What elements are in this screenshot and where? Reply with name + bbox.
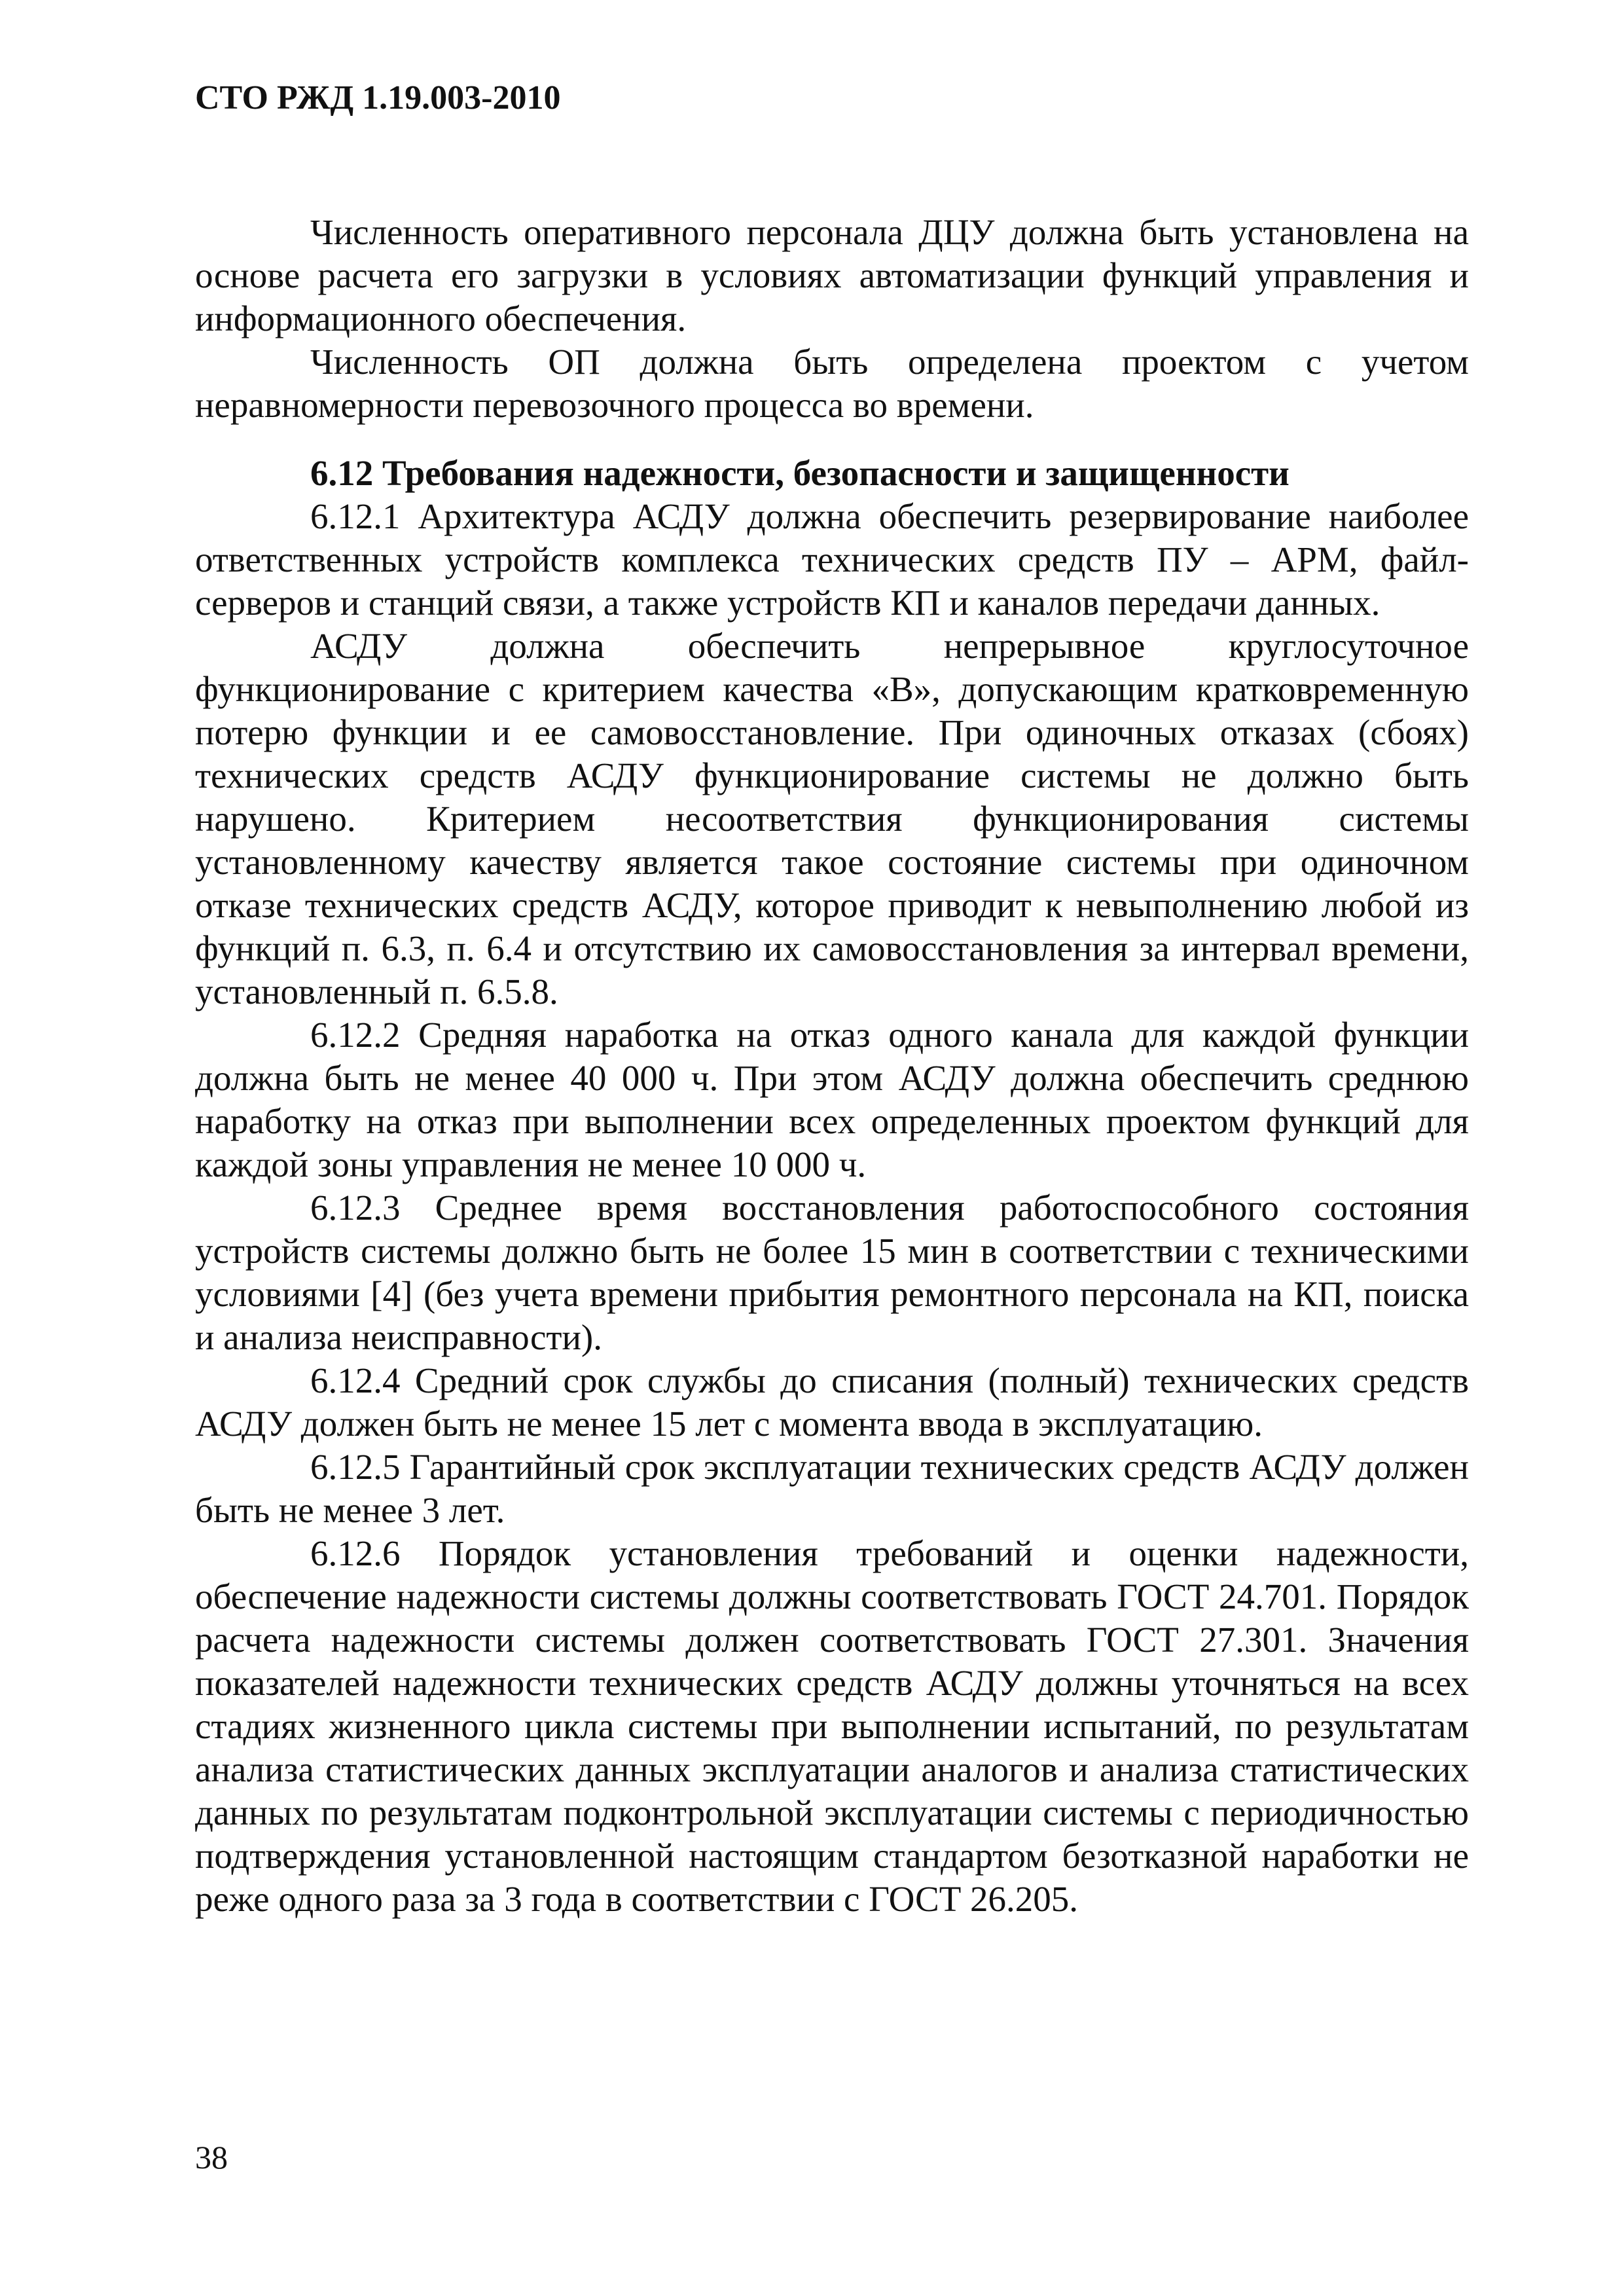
paragraph-6-12-1: 6.12.1 Архитектура АСДУ должна обеспечить резервирование наиболее ответственных устройств комплекса технических средств ПУ – АРМ, файл-серверов и станций связи, а также устройств КП и каналов передачи данных. (195, 496, 1469, 623)
paragraph-op-count: Численность ОП должна быть определена проектом с учетом неравномерности перевозочного процесса во времени. (195, 342, 1469, 425)
paragraph-6-12-5: 6.12.5 Гарантийный срок эксплуатации технических средств АСДУ должен быть не менее 3 лет. (195, 1447, 1469, 1530)
paragraph-6-12-2: 6.12.2 Средняя наработка на отказ одного канала для каждой функции должна быть не менее 40 000 ч. При этом АСДУ должна обеспечить среднюю наработку на отказ при выполнении всех определенных проектом функций для каждой зоны управления не менее 10 000 ч. (195, 1015, 1469, 1184)
paragraph-6-12-4: 6.12.4 Средний срок службы до списания (полный) технических средств АСДУ должен быть не менее 15 лет с момента ввода в эксплуатацию. (195, 1360, 1469, 1444)
paragraph-6-12-6: 6.12.6 Порядок установления требований и оценки надежности, обеспечение надежности системы должны соответствовать ГОСТ 24.701. Порядок расчета надежности системы должен соответствовать ГОСТ 27.301. Значения показателей надежности технических средств АСДУ должны уточняться на всех стадиях жизненного цикла системы при выполнении испытаний, по результатам анализа статистических данных эксплуатации аналогов и анализа статистических данных по результатам подконтрольной эксплуатации системы с периодичностью подтверждения установленной настоящим стандартом безотказной наработки не реже одного раза за 3 года в соответствии с ГОСТ 26.205. (195, 1533, 1469, 1919)
document-code-header: СТО РЖД 1.19.003-2010 (195, 79, 561, 117)
paragraph-continuous-operation: АСДУ должна обеспечить непрерывное круглосуточное функционирование с критерием качества «В», допускающим кратковременную потерю функции и ее самовосстановление. При одиночных отказах (сбоях) технических средств АСДУ функционирование системы не должно быть нарушено. Критерием несоответствия функционирования системы установленному качеству является такое состояние системы при одиночном отказе технических средств АСДУ, которое приводит к невыполнению любой из функций п. 6.3, п. 6.4 и отсутствию их самовосстановления за интервал времени, установленный п. 6.5.8. (195, 626, 1469, 1011)
body-text (195, 211, 1469, 1921)
page-number: 38 (195, 2139, 228, 2176)
paragraph-personnel-count: Численность оперативного персонала ДЦУ должна быть установлена на основе расчета его загрузки в условиях автоматизации функций управления и информационного обеспечения. (195, 212, 1469, 338)
section-heading: 6.12 Требования надежности, безопасности и защищенности (310, 453, 1290, 493)
paragraph-6-12-3: 6.12.3 Среднее время восстановления работоспособного состояния устройств системы должно быть не более 15 мин в соответствии с техническими условиями [4] (без учета времени прибытия ремонтного персонала на КП, поиска и анализа неисправности). (195, 1188, 1469, 1357)
